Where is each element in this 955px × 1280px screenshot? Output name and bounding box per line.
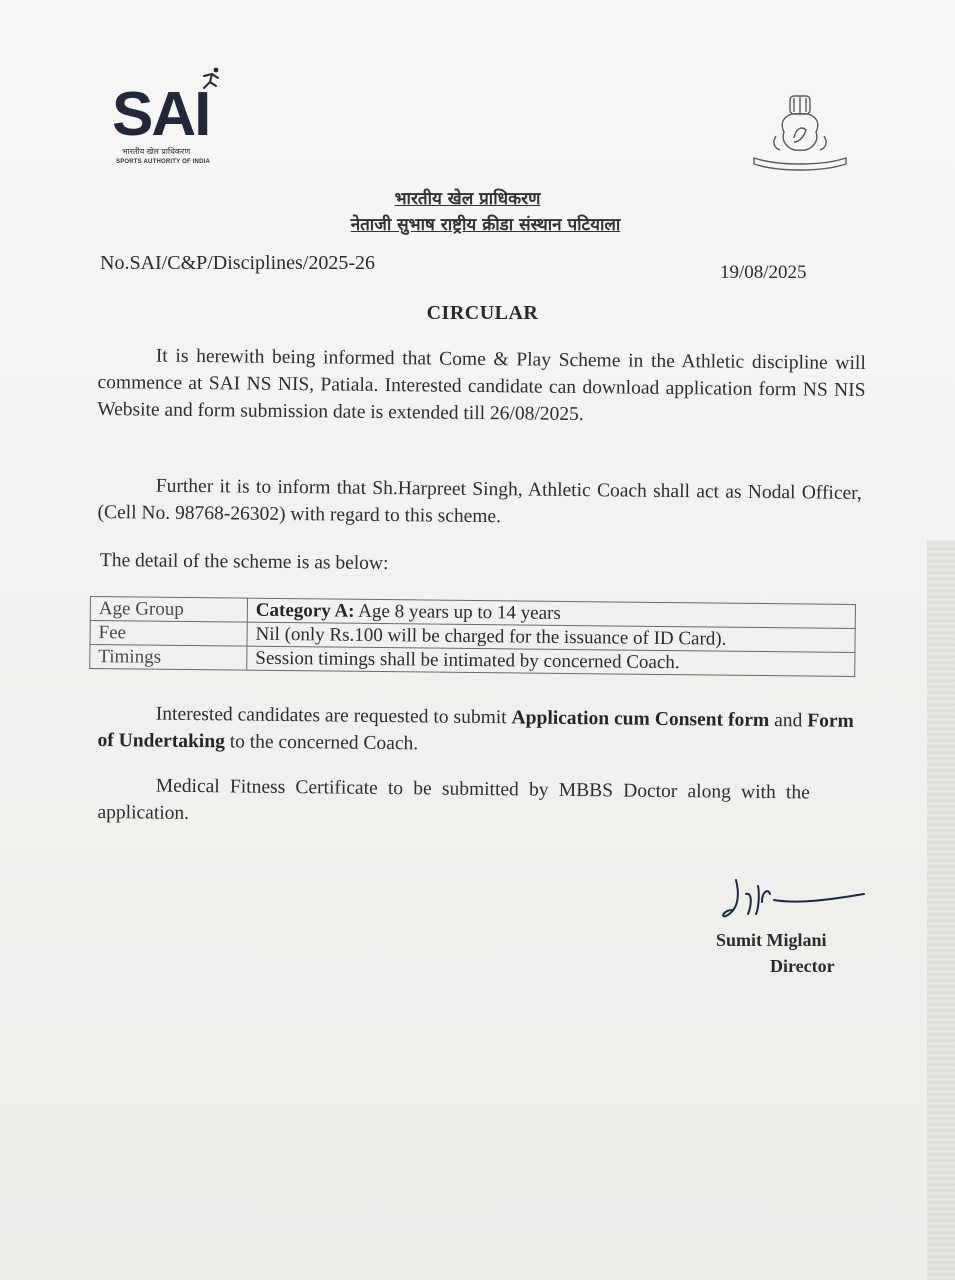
paragraph-scheme-intro: The detail of the scheme is as below: [99,549,389,575]
signature-image [718,870,868,930]
national-emblem-icon [748,92,852,174]
paragraph-medical: Medical Fitness Certificate to be submitted by MBBS Doctor along with the application. [97,775,810,824]
sai-logo-hindi: भारतीय खेल प्राधिकरण [122,147,191,156]
table-label-cell: Timings [90,645,247,671]
category-label: Category A: [255,599,355,622]
application-form-name: Application cum Consent form [511,707,770,732]
signatory-designation: Director [770,956,835,976]
paragraph-announcement: It is herewith being informed that Come & Play Scheme in the Athletic discipline will commence at SAI NS NIS, Patiala. Interested candidate can download application form NS NIS Website and form submission date is extended till 26/08/2025. [97,345,866,426]
age-range-text: Age 8 years up to 14 years [354,600,561,624]
submission-text: to the concerned Coach. [224,731,419,755]
circular-date: 19/08/2025 [720,262,807,283]
scheme-details-table [89,596,856,677]
paragraph-nodal-officer: Further it is to inform that Sh.Harpreet Singh, Athletic Coach shall act as Nodal Officer, (Cell No. 98768-26302) with regard to this scheme. [97,475,862,528]
paragraph-submission [97,700,854,762]
sai-logo-english: SPORTS AUTHORITY OF INDIA [116,159,211,165]
hindi-institute-name: नेताजी सुभाष राष्ट्रीय क्रीडा संस्थान पटियाला [350,215,621,235]
table-label-cell: Fee [90,621,247,647]
table-label-cell: Age Group [90,597,247,623]
table-value-cell: Session timings shall be intimated by concerned Coach. [247,646,855,676]
table-value-cell: Nil (only Rs.100 will be charged for the issuance of ID Card). [247,622,855,652]
signatory-name: Sumit Miglani [716,930,827,950]
submission-text: Interested candidates are requested to submit [155,703,512,729]
reference-number: No.SAI/C&P/Disciplines/2025-26 [100,252,376,274]
submission-text: and [769,710,808,732]
paper-edge [927,540,955,1280]
undertaking-form-name: Form of Undertaking [97,710,854,753]
document-title: CIRCULAR [426,302,539,324]
sai-logo-text: SAI [112,80,210,149]
sai-logo [108,64,238,174]
hindi-org-name: भारतीय खेल प्राधिकरण [394,189,541,209]
